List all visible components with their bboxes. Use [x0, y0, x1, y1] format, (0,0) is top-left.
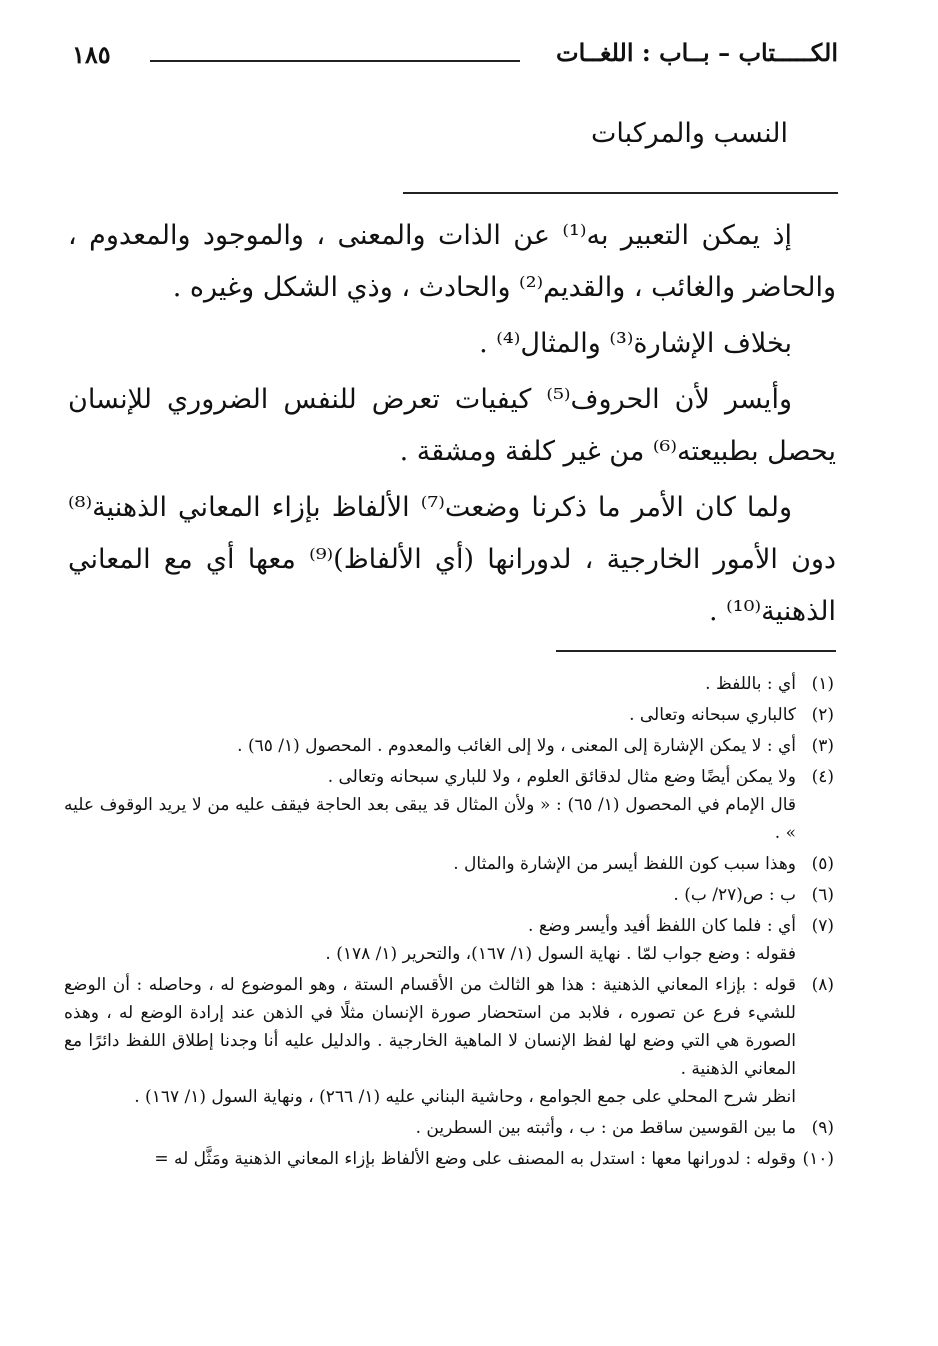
footnote-number: (٥)	[811, 854, 834, 874]
footnote-number: (٨)	[811, 975, 834, 995]
footnote	[64, 670, 834, 698]
footnote-text: ولا يمكن أيضًا وضع مثال لدقائق العلوم ، ولا للباري سبحانه وتعالى .	[327, 767, 796, 787]
footnote	[64, 1145, 834, 1173]
footnote-text: وقوله : لدورانها معها : استدل به المصنف على وضع الألفاظ بإزاء المعاني الذهنية ومَثَّل له =	[154, 1149, 796, 1169]
footnote-number: (٩)	[811, 1118, 834, 1138]
footnote-text: أي : باللفظ .	[705, 674, 796, 694]
footnote-text: أي : فلما كان اللفظ أفيد وأيسر وضع .	[528, 916, 796, 936]
footnote-text: كالباري سبحانه وتعالى .	[629, 705, 796, 725]
footnote-text: وهذا سبب كون اللفظ أيسر من الإشارة والمثال .	[453, 854, 796, 874]
page-number: ١٨٥	[72, 40, 111, 69]
header-rule	[150, 60, 520, 62]
footnote	[64, 763, 834, 847]
footnote	[64, 732, 834, 760]
paragraph: وأيسر لأن الحروف⁽⁵⁾ كيفيات تعرض للنفس الضروري للإنسان يحصل بطبيعته⁽⁶⁾ من غير كلفة ومشقة .	[68, 384, 836, 467]
footnote	[64, 850, 834, 878]
paragraph: إذ يمكن التعبير به⁽¹⁾ عن الذات والمعنى ، والموجود والمعدوم ، والحاضر والغائب ، والقديم⁽²⁾ والحادث ، وذي الشكل وغيره .	[68, 220, 836, 303]
footnote	[64, 971, 834, 1111]
footnote-text: قال الإمام في المحصول (١/ ٦٥) : « ولأن المثال قد يبقى بعد الحاجة فيقف عليه من لا يريد الوقوف عليه » .	[64, 795, 796, 843]
paragraph: ولما كان الأمر ما ذكرنا وضعت⁽⁷⁾ الألفاظ بإزاء المعاني الذهنية⁽⁸⁾ دون الأمور الخارجية ، لدورانها (أي الألفاظ)⁽⁹⁾ معها أي مع المعاني الذهنية⁽¹⁰⁾ .	[68, 492, 836, 627]
footnote-number: (٣)	[811, 736, 834, 756]
footnote-separator	[556, 650, 836, 652]
footnotes	[64, 670, 834, 1176]
footnote-text: أي : لا يمكن الإشارة إلى المعنى ، ولا إلى الغائب والمعدوم . المحصول (١/ ٦٥) .	[237, 736, 796, 756]
footnote	[64, 701, 834, 729]
section-title: النسب والمركبات	[591, 118, 788, 149]
footnote-text: ما بين القوسين ساقط من : ب ، وأثبته بين السطرين .	[415, 1118, 796, 1138]
footnote	[64, 912, 834, 968]
footnote-number: (٧)	[811, 916, 834, 936]
page-header	[60, 38, 838, 78]
footnote-text: قوله : بإزاء المعاني الذهنية : هذا هو الثالث من الأقسام الستة ، وهو الموضوع له ، وحاصله : أن الوضع للشيء فرع عن تصوره ، فلابد من استحضار صورة الإنسان مثلًا في الذهن عند إرادة الوضع له ، وهذه الصورة هي التي وضع لها لفظ الإنسان لا الماهية الخارجية . والدليل عليه أنا وجدنا إطلاق اللفظ دائرًا مع المعاني الذهنية .	[64, 975, 796, 1079]
footnote-text: ب : ص(٢٧/ ب) .	[673, 885, 796, 905]
footnote-number: (٢)	[811, 705, 834, 725]
footnote	[64, 1114, 834, 1142]
running-title: الكـــــتاب – بــاب : اللغــات	[556, 38, 838, 67]
footnote-number: (٤)	[811, 767, 834, 787]
footnote-text: انظر شرح المحلي على جمع الجوامع ، وحاشية البناني عليه (١/ ٢٦٦) ، ونهاية السول (١/ ١٦٧) .	[134, 1087, 796, 1107]
title-rule	[403, 192, 838, 194]
footnote-text: فقوله : وضع جواب لمّا . نهاية السول (١/ ١٦٧)، والتحرير (١/ ١٧٨) .	[325, 944, 796, 964]
footnote	[64, 881, 834, 909]
footnote-number: (١٠)	[802, 1149, 834, 1169]
main-text	[68, 210, 836, 642]
paragraph: بخلاف الإشارة⁽³⁾ والمثال⁽⁴⁾ .	[479, 328, 792, 359]
footnote-number: (٦)	[811, 885, 834, 905]
footnote-number: (١)	[811, 674, 834, 694]
